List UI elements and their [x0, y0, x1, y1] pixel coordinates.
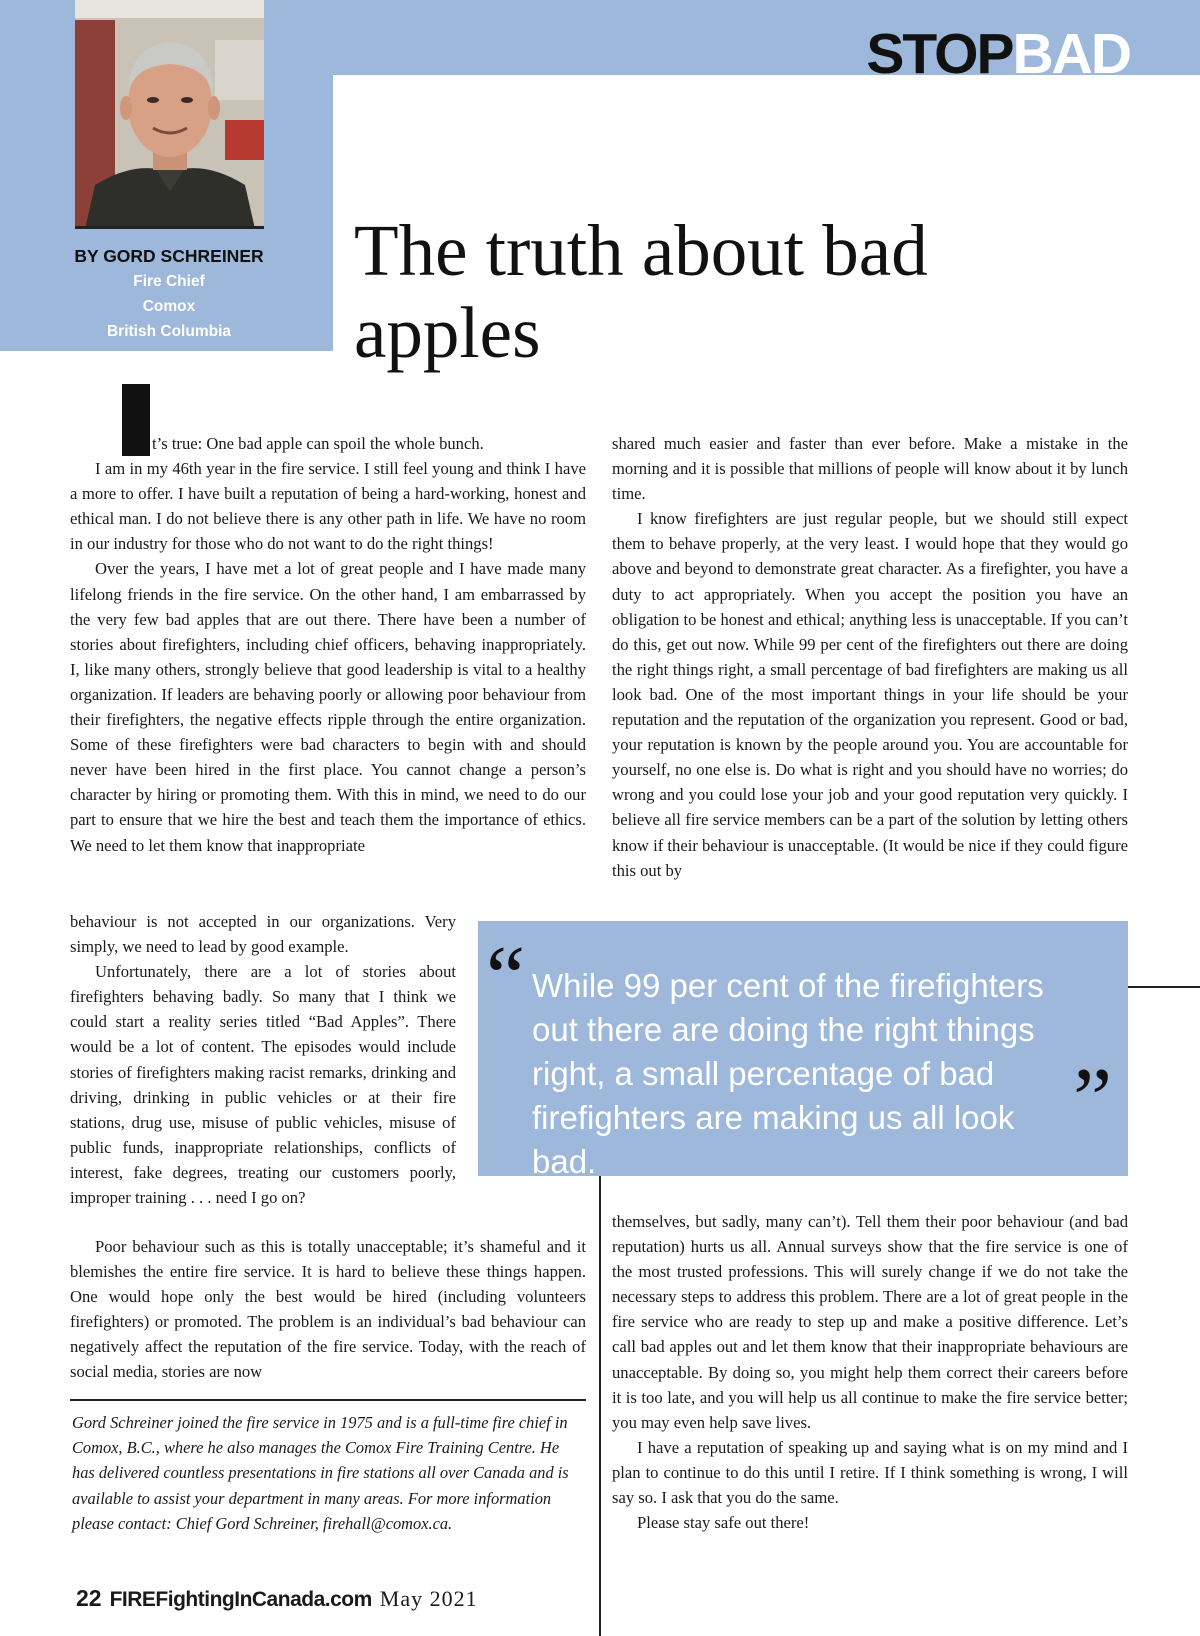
author-city: Comox	[142, 298, 196, 315]
column-2-bottom	[612, 1209, 1128, 1535]
paragraph: Unfortunately, there are a lot of stories about firefighters behaving badly. So many that I think we could start a reality series titled “Bad Apples”. There would be a lot of content. The episodes would include stories of firefighters making racist remarks, drinking and driving, drinking in public vehicles or at their fire stations, drug use, misuse of public vehicles, misuse of public funds, inappropriate relationships, conflicts of interest, fake degrees, treating our customers poorly, improper training . . . need I go on?	[70, 962, 456, 1208]
author-photo	[75, 0, 264, 229]
page-number: 22	[76, 1585, 102, 1611]
paragraph: I am in my 46th year in the fire service. I still feel young and think I have a more to offer. I have built a reputation of being a hard-working, honest and ethical man. I do not believe there is any other path in life. We have no room in our industry for those who do not want to do the right things!	[70, 459, 586, 554]
author-bio: Gord Schreiner joined the fire service in 1975 and is a full-time fire chief in Comox, B.C., where he also manages the Comox Fire Training Centre. He has delivered countless presentations in fire stations all over Canada and is available to assist your department in many areas. For more information please contact: Chief Gord Schreiner, firehall@comox.ca.	[72, 1413, 569, 1533]
column-2-top	[612, 431, 1128, 883]
section-label	[866, 18, 1130, 90]
column-1-top	[70, 431, 586, 858]
close-quote-mark: ”	[1073, 1051, 1113, 1148]
paragraph: I know firefighters are just regular people, but we should still expect them to behave properly, at the very least. I would hope that they would go above and beyond to demonstrate great character. As a firefighter, you have a duty to act appropriately. When you accept the position you have an obligation to be honest and ethical; anything less is unacceptable. If you can’t do this, get out now. While 99 per cent of the firefighters out there are doing the right things right, a small percentage of bad firefighters are making us all look bad. One of the most important things in your life should be your reputation and the reputation of the organization you represent. Good or bad, your reputation is known by the people around you. You are accountable for yourself, no one else is. Do what is right and you should have no worries; do wrong and you could lose your job and your good reputation very quickly. I believe all fire service members can be a part of the solution by letting others know if their behaviour is unacceptable. (It would be nice if they could figure this out by	[612, 509, 1128, 880]
paragraph: Please stay safe out there!	[637, 1513, 810, 1533]
page-footer	[76, 1583, 478, 1615]
paragraph: I have a reputation of speaking up and saying what is on my mind and I plan to continue to do this until I retire. If I think something is wrong, I will say so. I ask that you do the same.	[612, 1437, 1128, 1508]
magazine-site: FIREFightingInCanada.com	[109, 1588, 372, 1611]
bio-divider	[70, 1399, 586, 1401]
author-name: BY GORD SCHREINER	[74, 246, 264, 266]
author-province: British Columbia	[106, 323, 231, 340]
author-title: Fire Chief	[133, 273, 205, 290]
column-1-narrow	[70, 909, 456, 1210]
pull-quote-text: While 99 per cent of the firefighters out there are doing the right things right, a small percentage of bad firefighters are making us all look bad.	[532, 967, 1044, 1180]
issue-date: May 2021	[379, 1586, 478, 1611]
paragraph: Poor behaviour such as this is totally unacceptable; it’s shameful and it blemishes the entire fire service. It is hard to believe these things happen. One would hope only the best would be hired (including volunteers firefighters) or promoted. The problem is an individual’s bad behaviour can negatively affect the reputation of the fire service. Today, with the reach of social media, stories are now	[70, 1237, 586, 1382]
paragraph: shared much easier and faster than ever before. Make a mistake in the morning and it is possible that millions of people will know about it by lunch time.	[612, 434, 1128, 504]
column-1-bottom	[70, 1234, 586, 1385]
paragraph: behaviour is not accepted in our organizations. Very simply, we need to lead by good example.	[70, 912, 456, 957]
paragraph: Over the years, I have met a lot of great people and I have made many lifelong friends in the fire service. On the other hand, I am embarrassed by the very few bad apples that are out there. There have been a number of stories about firefighters, including chief officers, behaving inappropriately. I, like many others, strongly believe that good leadership is vital to a healthy organization. If leaders are behaving poorly or allowing poor behaviour from their firefighters, the negative effects ripple through the entire organization. Some of these firefighters were bad characters to begin with and should never have been hired in the first place. You cannot change a person’s character by hiring or promoting them. With this in mind, we need to do our part to ensure that we hire the best and teach them the importance of ethics. We need to let them know that inappropriate	[70, 559, 586, 855]
divider-rule	[1128, 986, 1200, 988]
section-label-bad: BAD	[1012, 22, 1130, 86]
open-quote-mark: “	[486, 929, 526, 1026]
byline	[0, 243, 338, 344]
paragraph: themselves, but sadly, many can’t). Tell them their poor behaviour (and bad reputation) hurts us all. Annual surveys show that the fire service is one of the most trusted professions. This will surely change if we do not take the necessary steps to address this problem. There are a lot of great people in the fire service who are ready to step up and make a positive difference. Let’s call bad apples out and let them know that their inappropriate behaviours are unacceptable. By doing so, you might help them correct their careers before it is too late, and you will help us all continue to make the fire service better; you may even help save lives.	[612, 1212, 1128, 1432]
article-title: The truth about bad apples	[354, 210, 928, 373]
section-label-stop: STOP	[866, 22, 1013, 86]
column-divider	[599, 1176, 601, 1636]
paragraph-lead: t’s true: One bad apple can spoil the whole bunch.	[152, 434, 484, 453]
